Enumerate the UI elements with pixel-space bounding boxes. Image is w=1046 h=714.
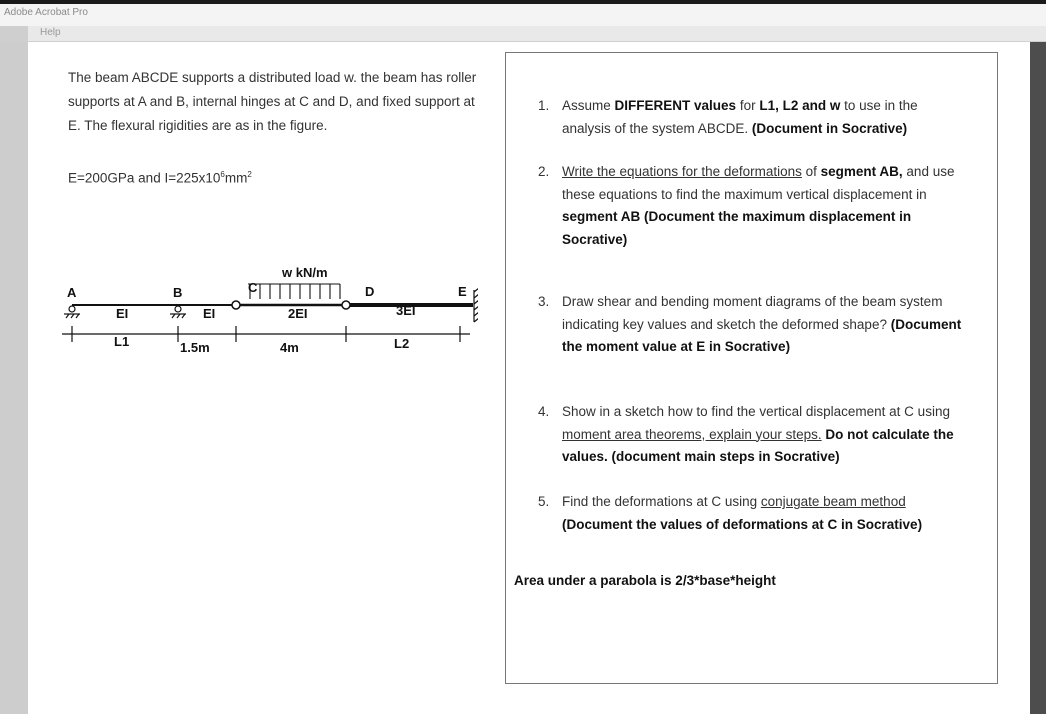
app-title: Adobe Acrobat Pro — [4, 7, 88, 18]
question-text — [562, 291, 968, 359]
question-text-run: and use these equations to find the maximum vertical displacement in — [562, 164, 955, 202]
rigidity-ab: EI — [116, 306, 129, 321]
question-2 — [538, 161, 968, 251]
question-text-run: for — [736, 98, 760, 113]
dim-l2: L2 — [394, 336, 410, 351]
point-a: A — [67, 285, 77, 300]
left-panel-strip — [0, 42, 28, 714]
question-text-run: (Document in Socrative) — [751, 120, 908, 136]
questions-box — [505, 52, 998, 684]
point-c: C — [248, 280, 258, 295]
rigidity-de: 3EI — [396, 303, 416, 318]
question-text — [562, 161, 968, 251]
roller-support-a — [64, 306, 80, 318]
question-text-run: moment area theorems, explain your steps. — [562, 426, 822, 442]
question-text-run: conjugate beam method — [760, 494, 906, 509]
question-number: 3. — [538, 294, 550, 309]
question-1 — [538, 95, 968, 140]
point-d: D — [365, 284, 375, 299]
question-text-run: Draw shear and bending moment diagrams of the beam system indicating key values and sketch the deformed shape? — [562, 294, 943, 332]
question-text-run: to use in the analysis of the system ABCDE. — [562, 98, 918, 136]
distributed-load — [248, 284, 340, 299]
point-e: E — [458, 284, 467, 299]
question-number: 1. — [538, 98, 550, 113]
material-properties — [68, 170, 252, 186]
roller-support-b — [170, 306, 186, 318]
menu-bar-edge — [0, 26, 28, 42]
point-b: B — [173, 285, 183, 300]
question-number: 2. — [538, 164, 550, 179]
load-label: w kN/m — [282, 265, 328, 280]
props-unit: mm — [224, 170, 248, 186]
question-4 — [538, 401, 968, 469]
question-text — [562, 95, 968, 140]
question-text-run: Find the deformations at C using — [562, 494, 761, 509]
question-text-run: segment AB, — [820, 164, 903, 179]
dim-4m: 4m — [280, 340, 299, 355]
question-3 — [538, 291, 968, 359]
props-exp: 6 — [220, 170, 225, 179]
question-text-run: Assume — [562, 98, 615, 113]
question-text — [562, 401, 968, 469]
hinge-d — [342, 301, 350, 309]
props-unit-exp: 2 — [247, 170, 252, 179]
fixed-support-e — [474, 288, 478, 322]
question-number: 5. — [538, 494, 550, 509]
title-bar — [0, 0, 1046, 26]
question-text-run: Write the equations for the deformations — [562, 164, 802, 179]
parabola-note: Area under a parabola is 2/3*base*height — [514, 573, 776, 588]
question-text-run: Show in a sketch how to find the vertical displacement at C using — [562, 404, 950, 419]
question-5 — [538, 491, 968, 536]
document-page — [28, 42, 1030, 714]
dim-1-5m: 1.5m — [180, 340, 210, 355]
question-text-run: segment AB (Document the maximum displacement in Socrative) — [562, 209, 912, 247]
question-text-run: (Document the values of deformations at C in Socrative) — [562, 516, 923, 532]
beam-diagram — [58, 252, 478, 372]
menu-help[interactable]: Help — [40, 27, 61, 38]
question-text-run: DIFFERENT values — [614, 98, 737, 113]
rigidity-cd: 2EI — [288, 306, 308, 321]
scrollbar[interactable] — [1030, 42, 1046, 714]
dim-l1: L1 — [114, 334, 130, 349]
question-text-run: (Document the moment value at E in Socrative) — [562, 316, 962, 354]
question-text-run: of — [801, 164, 821, 179]
props-prefix: E=200GPa and I=225x10 — [68, 170, 221, 186]
menu-bar — [0, 26, 1046, 42]
question-text-run: L1, L2 and w — [759, 98, 841, 113]
question-number: 4. — [538, 404, 550, 419]
hinge-c — [232, 301, 240, 309]
question-text-run: Do not calculate the values. (document main steps in Socrative) — [562, 426, 954, 464]
problem-statement: The beam ABCDE supports a distributed load w. the beam has roller supports at A and B, internal hinges at C and D, and fixed support at E. The flexural rigidities are as in the figure. — [68, 70, 477, 133]
question-text — [562, 491, 968, 536]
rigidity-bc: EI — [203, 306, 216, 321]
